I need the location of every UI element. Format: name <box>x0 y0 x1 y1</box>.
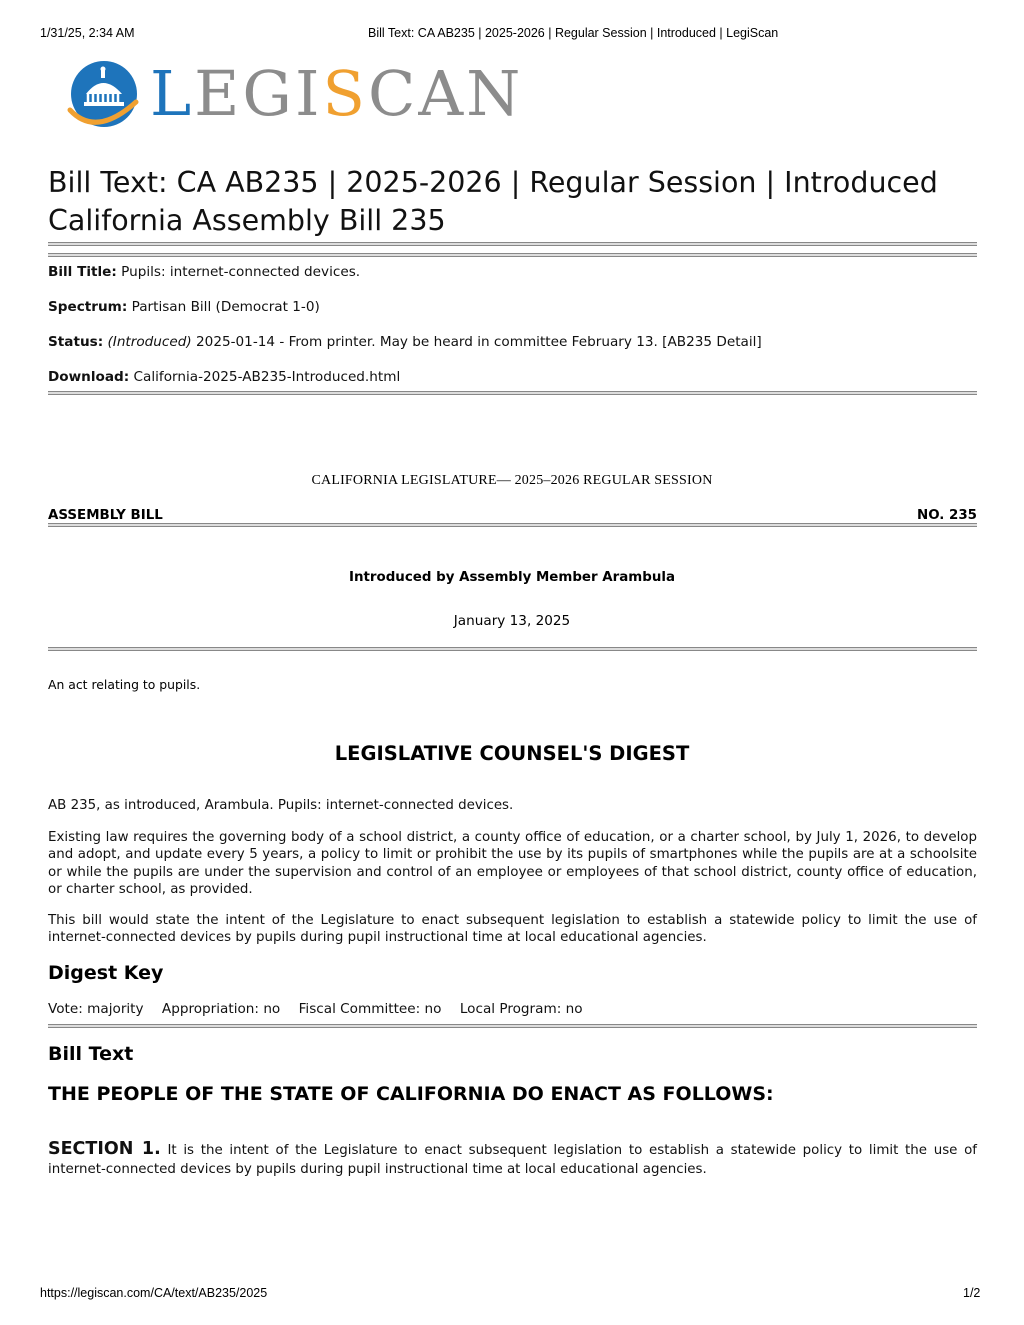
digest-key-local: Local Program: no <box>459 1001 583 1017</box>
spectrum-row <box>48 299 320 315</box>
divider <box>48 647 977 651</box>
spectrum-value: Partisan Bill (Democrat 1-0) <box>131 299 320 315</box>
print-doc-title: Bill Text: CA AB235 | 2025-2026 | Regular Session | Introduced | LegiScan <box>368 26 779 40</box>
divider <box>48 253 977 257</box>
act-relating: An act relating to pupils. <box>48 677 201 692</box>
bill-detail-link[interactable]: [AB235 Detail] <box>662 334 762 350</box>
download-label: Download: <box>48 369 130 385</box>
print-datetime: 1/31/25, 2:34 AM <box>40 26 135 40</box>
logo-wordmark: LEGISCAN <box>150 57 524 130</box>
status-row <box>48 334 762 350</box>
page-title-line1: Bill Text: CA AB235 | 2025-2026 | Regular Session | Introduced <box>48 166 938 199</box>
enacting-clause: THE PEOPLE OF THE STATE OF CALIFORNIA DO ENACT AS FOLLOWS: <box>48 1083 774 1105</box>
digest-paragraph-1: Existing law requires the governing body of a school district, a county office of education, or a charter school, by July 1, 2026, to develop and adopt, and update every 5 years, a policy to limit or prohibit the use by its pupils of smartphones while the pupils are at a schoolsite or while the pupils are under the supervision and control of an employee or employees of that school district, county office of education, or charter school, as provided. <box>48 830 977 898</box>
digest-key-appropriation: Appropriation: no <box>161 1001 281 1017</box>
introduced-by: Introduced by Assembly Member Arambula <box>349 570 675 585</box>
bill-number: NO. 235 <box>917 508 977 523</box>
bill-date: January 13, 2025 <box>453 613 571 629</box>
digest-heading: LEGISLATIVE COUNSEL'S DIGEST <box>334 742 690 765</box>
status-stage: (Introduced) <box>107 334 192 350</box>
spectrum-label: Spectrum: <box>48 299 128 315</box>
bill-title-label: Bill Title: <box>48 264 117 280</box>
digest-key-vote: Vote: majority <box>48 1001 144 1017</box>
assembly-bill-label: ASSEMBLY BILL <box>48 508 163 523</box>
status-value: 2025-01-14 - From printer. May be heard in committee February 13. <box>196 334 658 350</box>
divider <box>48 523 977 527</box>
bill-title-value: Pupils: internet-connected devices. <box>121 264 361 280</box>
digest-paragraph-2: This bill would state the intent of the Legislature to enact subsequent legislation to establish a statewide policy to limit the use of internet-connected devices by pupils during pupil instructional time at local educational agencies. <box>48 913 977 946</box>
bill-text-heading: Bill Text <box>48 1043 134 1065</box>
capitol-dome-icon <box>66 58 140 132</box>
bill-title-row <box>48 264 360 280</box>
digest-summary: AB 235, as introduced, Arambula. Pupils: internet-connected devices. <box>48 798 514 813</box>
print-url: https://legiscan.com/CA/text/AB235/2025 <box>40 1286 268 1300</box>
status-label: Status: <box>48 334 104 350</box>
digest-key-heading: Digest Key <box>48 962 164 984</box>
section-label: SECTION 1. <box>48 1139 161 1159</box>
section-text: It is the intent of the Legislature to enact subsequent legislation to establish a statewide policy to limit the use of internet-connected devices by pupils during pupil instructional time at local educational agencies. <box>48 1143 978 1177</box>
divider <box>48 1024 977 1028</box>
print-page-number: 1/2 <box>963 1286 981 1300</box>
digest-key-fiscal: Fiscal Committee: no <box>298 1001 442 1017</box>
divider <box>48 242 977 246</box>
digest-key-row <box>48 1001 597 1017</box>
download-row <box>48 369 400 385</box>
page-title-line2: California Assembly Bill 235 <box>48 204 446 237</box>
legiscan-logo[interactable] <box>66 56 524 132</box>
legislature-heading: CALIFORNIA LEGISLATURE— 2025–2026 REGULAR SESSION <box>311 473 713 488</box>
divider <box>48 391 977 395</box>
download-link[interactable]: California-2025-AB235-Introduced.html <box>133 369 401 385</box>
page-title <box>48 164 938 240</box>
section-1 <box>48 1140 977 1179</box>
